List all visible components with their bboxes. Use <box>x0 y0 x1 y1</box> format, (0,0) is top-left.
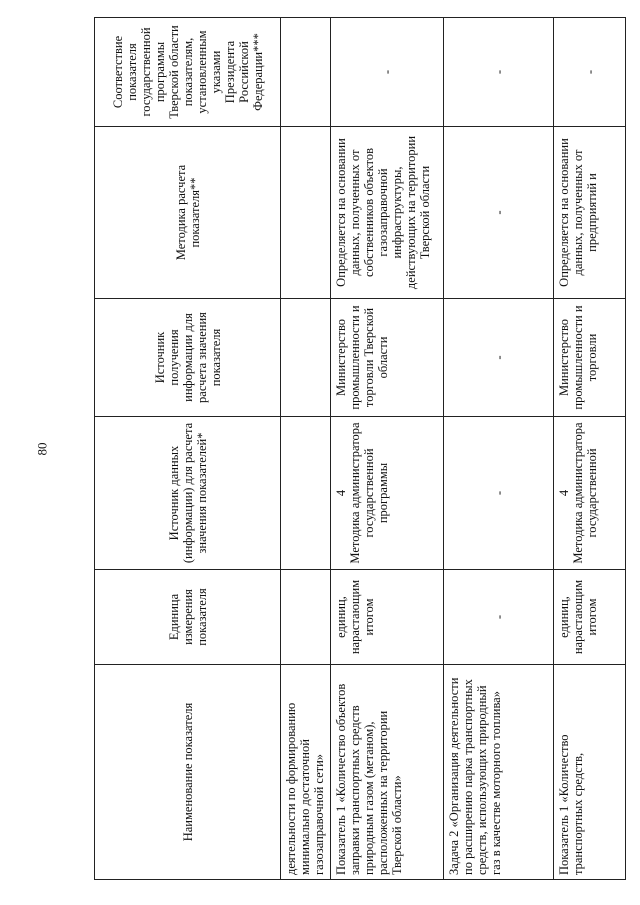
cell-data-source-number: 4 <box>334 489 348 497</box>
page-number: 80 <box>34 442 50 456</box>
cell-data-source <box>331 417 444 570</box>
cell-data-source-text: Методика администратора государственной <box>571 422 599 564</box>
table-row <box>554 18 626 880</box>
cell-data-source: - <box>444 417 554 570</box>
cell-method <box>281 127 331 299</box>
rotated-page-content <box>94 18 625 880</box>
cell-unit: - <box>444 570 554 665</box>
cell-info-source: Министерство промышленности и торговли <box>554 299 626 417</box>
cell-unit: единиц, нарастающим итогом <box>554 570 626 665</box>
indicators-table <box>94 17 626 880</box>
cell-indicator-name: Показатель 1 «Количество транспортных средств, <box>554 665 626 880</box>
header-info-source: Источник получения информации для расчета значения показателя <box>95 299 281 417</box>
header-indicator-name: Наименование показателя <box>95 665 281 880</box>
cell-compliance <box>281 18 331 127</box>
cell-indicator-name: деятельности по формированию минимально достаточной газозаправочной сети» <box>281 665 331 880</box>
cell-data-source-number: 4 <box>557 489 571 497</box>
cell-data-source-text: Методика администратора государственной программы <box>348 422 390 564</box>
header-unit: Единица измерения показателя <box>95 570 281 665</box>
header-method: Методика расчета показателя** <box>95 127 281 299</box>
table-row <box>444 18 554 880</box>
cell-info-source: - <box>444 299 554 417</box>
header-compliance: Соответствие показателя государственной программы Тверской области показателям, установленным указами Президента Российской Федерации*** <box>95 18 281 127</box>
table-row <box>281 18 331 880</box>
cell-indicator-name: Показатель 1 «Количество объектов заправки транспортных средств природным газом (метаном), расположенных на территории Тверской области» <box>331 665 444 880</box>
cell-method: - <box>444 127 554 299</box>
table-row <box>331 18 444 880</box>
cell-compliance: - <box>554 18 626 127</box>
cell-data-source <box>281 417 331 570</box>
header-data-source: Источник данных (информации) для расчета значения показателей* <box>95 417 281 570</box>
cell-unit <box>281 570 331 665</box>
cell-method: Определяется на основании данных, полученных от предприятий и <box>554 127 626 299</box>
cell-info-source <box>281 299 331 417</box>
cell-method: Определяется на основании данных, полученных от собственников объектов газозаправочной инфраструктуры, действующих на территории Тверской области <box>331 127 444 299</box>
cell-compliance: - <box>444 18 554 127</box>
cell-data-source <box>554 417 626 570</box>
cell-info-source: Министерство промышленности и торговли Тверской области <box>331 299 444 417</box>
table-header-row <box>95 18 281 880</box>
cell-unit: единиц, нарастающим итогом <box>331 570 444 665</box>
cell-indicator-name: Задача 2 «Организация деятельности по расширению парка транспортных средств, использующих природный газ в качестве моторного топлива» <box>444 665 554 880</box>
cell-compliance: - <box>331 18 444 127</box>
